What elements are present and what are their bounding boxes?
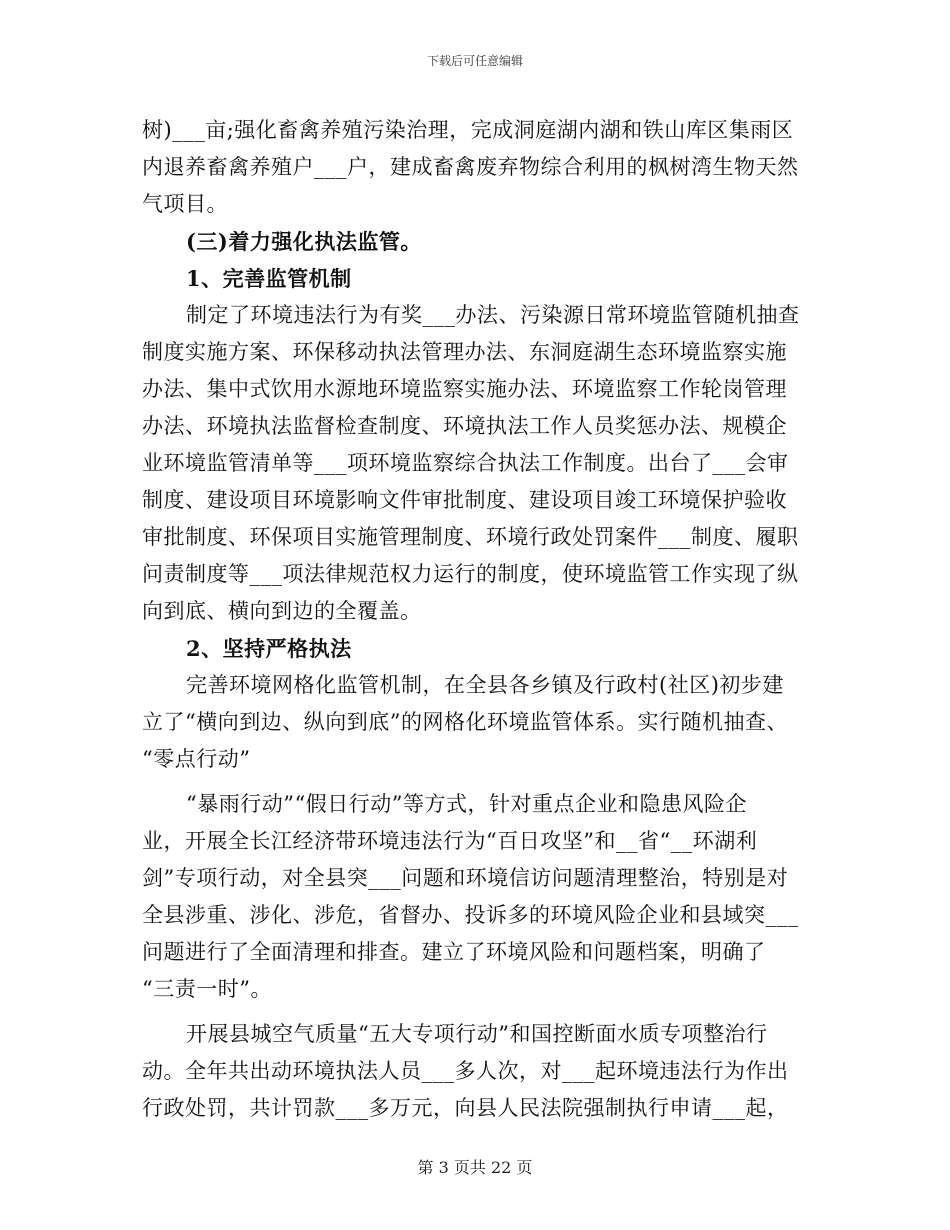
text-line: 制度实施方案、环保移动执法管理办法、东洞庭湖生态环境监察实施 [142,340,787,364]
paragraph-gap [142,778,810,786]
paragraph-gap [142,1008,810,1016]
text-line: 制定了环境违法行为有奖___办法、污染源日常环境监管随机抽查 [186,303,800,327]
page-footer: 第 3 页共 22 页 [417,1158,533,1177]
text-line: 动。全年共出动环境执法人员___多人次，对___起环境违法行为作出 [142,1059,789,1083]
text-line: 全县涉重、涉化、涉危，省督办、投诉多的环境风险企业和县域突___ [142,903,799,927]
page-header: 下载后可任意编辑 [426,54,523,68]
text-line: 制度、建设项目环境影响文件审批制度、建设项目竣工环境保护验收 [142,488,787,512]
text-line: 内退养畜禽养殖户___户，建成畜禽废弃物综合利用的枫树湾生物天然 [142,155,799,179]
text-line: 开展县城空气质量“五大专项行动”和国控断面水质专项整治行 [186,1022,768,1046]
section-heading: (三)着力强化执法监管。 [186,229,422,254]
text-line: 行政处罚，共计罚款___多万元，向县人民法院强制执行申请___起， [142,1096,789,1120]
section-heading: 1、完善监管机制 [186,266,352,291]
text-line: 问责制度等___项法律规范权力运行的制度，使环境监管工作实现了纵 [142,562,799,586]
text-line: 完善环境网格化监管机制，在全县各乡镇及行政村(社区)初步建 [186,673,784,697]
text-line: 气项目。 [142,192,228,216]
text-line: 问题进行了全面清理和排查。建立了环境风险和问题档案，明确了 [142,940,766,964]
text-line: 向到底、横向到边的全覆盖。 [142,599,422,623]
text-line: 业，开展全长江经济带环境违法行为“百日攻坚”和__省“__环湖利 [142,829,758,853]
text-line: “暴雨行动”“假日行动”等方式，针对重点企业和隐患风险企 [186,792,747,816]
text-line: 树)___亩;强化畜禽养殖污染治理，完成洞庭湖内湖和铁山库区集雨区 [142,118,794,142]
document-body [142,112,810,1127]
text-line: 立了“横向到边、纵向到底”的网格化环境监管体系。实行随机抽查、 [142,710,788,734]
text-line: 业环境监管清单等___项环境监察综合执法工作制度。出台了___会审 [142,451,789,475]
section-heading: 2、坚持严格执法 [186,636,352,661]
text-line: 办法、环境执法监督检查制度、环境执法工作人员奖惩办法、规模企 [142,414,787,438]
text-line: 办法、集中式饮用水源地环境监察实施办法、环境监察工作轮岗管理 [142,377,787,401]
text-line: 审批制度、环保项目实施管理制度、环境行政处罚案件___制度、履职 [142,525,799,549]
text-line: “零点行动” [142,747,251,771]
text-line: 剑”专项行动，对全县突___问题和环境信访问题清理整治，特别是对 [142,866,789,890]
text-line: “三责一时”。 [142,977,272,1001]
